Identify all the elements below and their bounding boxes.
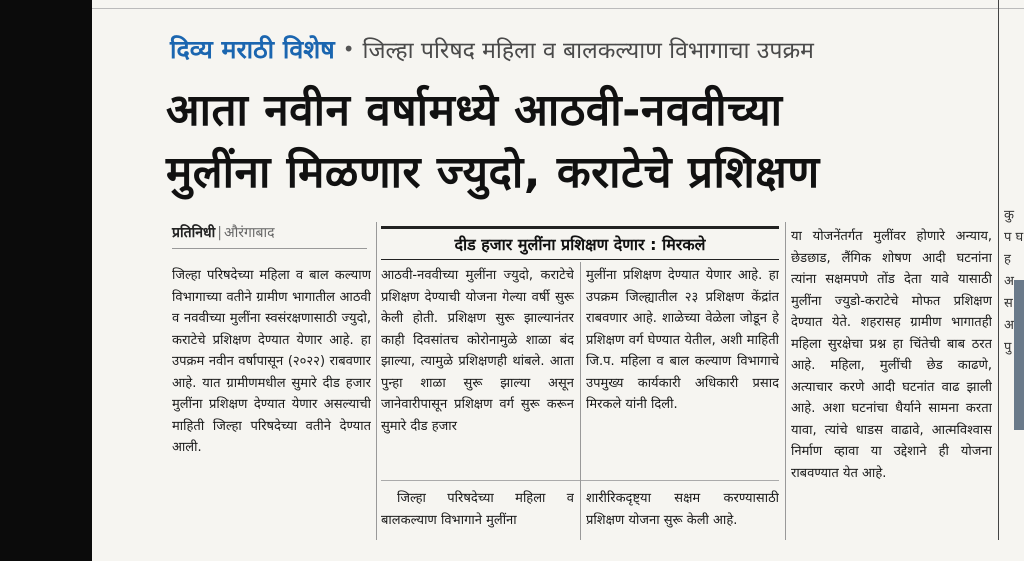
kicker-bullet: • xyxy=(342,37,355,61)
byline-separator: | xyxy=(217,225,222,241)
headline-line-1: आता नवीन वर्षामध्ये आठवी-नववीच्या xyxy=(166,85,783,136)
column-rule xyxy=(785,222,786,540)
article-column-2: आठवी-नववीच्या मुलींना ज्युदो, कराटेचे प्रशिक्षण देण्याची योजना गेल्या वर्षी सुरू केली होती. प्रशिक्षण सुरू झाल्यानंतर काही दिवसांतच कोरोनामुळे शाळा बंद झाल्या, त्यामुळे प्रशिक्षणही थांबले. आता पुन्हा शाळा सुरू झाल्या असून जानेवारीपासून प्रशिक्षण वर्ग सुरू करून सुमारे दीड हजार xyxy=(381,268,574,434)
article-column-1: जिल्हा परिषदेच्या महिला व बाल कल्याण विभागाच्या वतीने ग्रामीण भागातील आठवी व नववीच्या मुलींना स्वसंरक्षणासाठी ज्युदो, कराटेचे प्रशिक्षण देण्यात येणार आहे. हा उपक्रम नवीन वर्षापासून (२०२२) राबवणार आहे. यात ग्रामीणमधील सुमारे दीड हजार मुलींना प्रशिक्षण देण्यात येणार असल्याची माहिती जिल्हा परिषदेच्या वतीने देण्यात आली. xyxy=(172,268,371,455)
newspaper-page xyxy=(92,0,1024,561)
kicker-brand: दिव्य मराठी विशेष xyxy=(170,35,335,64)
adjacent-article-fragment: कु प घ ह अ स अ पु xyxy=(1004,208,1024,355)
top-divider xyxy=(92,0,1024,9)
kicker-subtitle: जिल्हा परिषद महिला व बालकल्याण विभागाचा उपक्रम xyxy=(362,38,814,64)
byline xyxy=(172,223,367,249)
adjacent-photo-fragment xyxy=(1014,280,1024,430)
article-column-4: या योजनेंतर्गत मुलींवर होणारे अन्याय, छेडछाड, लैंगिक शोषण आदी घटनांना त्यांना सक्षमपणे तोंड देता यावे यासाठी मुलींना ज्युडो-कराटेचे मोफत प्रशिक्षण देण्यात येते. शहरासह ग्रामीण भागातही महिला सुरक्षेचा प्रश्न हा चिंतेची बाब ठरत आहे. महिला, मुलींची छेड काढणे, अत्याचार करणे आदी घटनांत वाढ झाली आहे. अशा घटनांचा धैर्याने सामना करता यावा, त्यांचे धाडस वाढावे, आत्मविश्वास निर्माण व्हावा या उद्देशाने ही योजना राबवण्यात येत आहे. xyxy=(791,229,992,481)
byline-place: औरंगाबाद xyxy=(223,225,275,241)
subheadline: दीड हजार मुलींना प्रशिक्षण देणार : मिरकले xyxy=(381,226,779,260)
section-kicker xyxy=(170,32,814,66)
article-column-3-continued: शारीरिकदृष्ट्या सक्षम करण्यासाठी प्रशिक्षण योजना सुरू केली आहे. xyxy=(586,491,779,528)
byline-author: प्रतिनिधी xyxy=(172,225,216,241)
page-edge-rule xyxy=(998,0,999,540)
column-rule xyxy=(376,222,377,540)
headline xyxy=(166,80,986,204)
article-column-3: मुलींना प्रशिक्षण देण्यात येणार आहे. हा उपक्रम जिल्ह्यातील २३ प्रशिक्षण केंद्रांत राबवणार आहे. शाळेच्या वेळेला जोडून हे प्रशिक्षण वर्ग घेण्यात येतील, अशी माहिती जि.प. महिला व बाल कल्याण विभागाचे उपमुख्य कार्यकारी अधिकारी प्रसाद मिरकले यांनी दिली. xyxy=(586,268,779,412)
headline-line-2: मुलींना मिळणार ज्युदो, कराटेचे प्रशिक्षण xyxy=(166,147,820,198)
column-rule xyxy=(580,262,581,540)
article-column-2-continued: जिल्हा परिषदेच्या महिला व बालकल्याण विभागाने मुलींना xyxy=(381,491,574,528)
